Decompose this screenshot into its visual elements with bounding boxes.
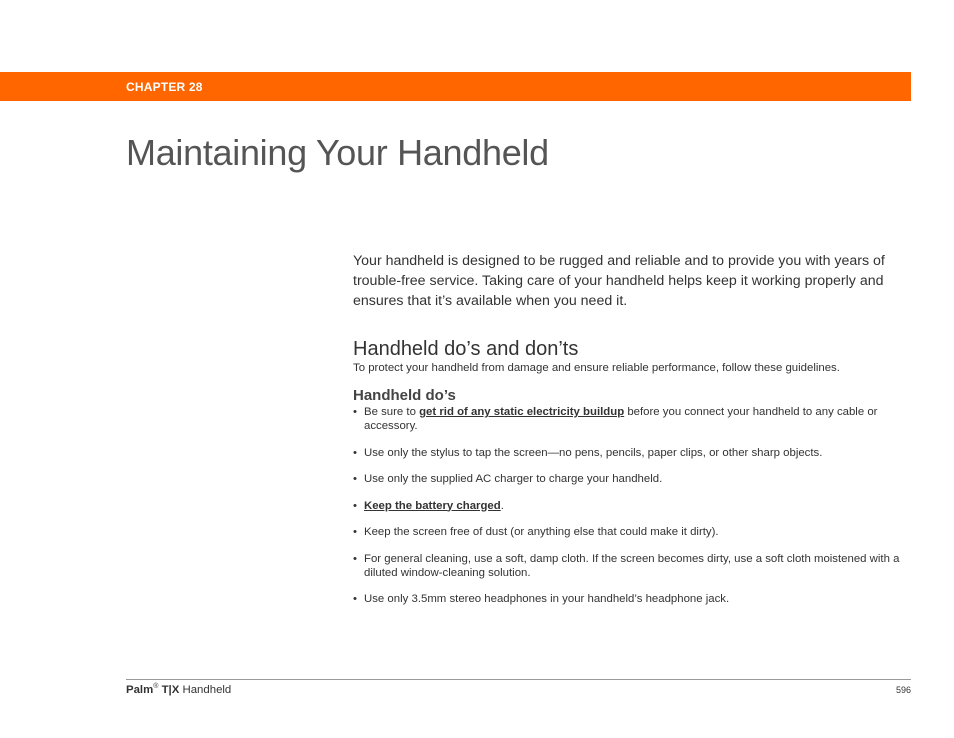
chapter-label: CHAPTER 28 [126,80,203,94]
bullet-icon: • [353,473,357,485]
list-item-text: For general cleaning, use a soft, damp cloth. If the screen becomes dirty, use a soft cloth moistened with a diluted window-cleaning solution. [364,552,900,579]
main-content [353,251,913,619]
list-item [353,446,913,460]
bullet-icon: • [353,499,357,512]
list-item [353,405,913,433]
intro-paragraph: Your handheld is designed to be rugged and reliable and to provide you with years of trouble-free service. Taking care of your handheld helps keep it working properly and ensures that it’s available when you need it. [353,253,885,309]
bullet-icon: • [353,552,357,565]
list-item-text: Be sure to [364,406,420,418]
list-item [353,592,913,606]
chapter-banner [0,72,911,101]
list-item-text: Use only the stylus to tap the screen—no pens, pencils, paper clips, or other sharp objects. [364,446,823,459]
bullet-icon: • [353,446,357,459]
list-item-text: Use only the supplied AC charger to charge your handheld. [364,473,663,485]
footer-model: T|X [161,683,180,696]
bullet-icon: • [353,593,357,605]
footer-brand: Palm [126,683,154,696]
registered-mark: ® [153,683,159,690]
list-item [353,499,913,513]
list-item-text: Keep the screen free of dust (or anything else that could make it dirty). [364,526,719,538]
list-item-text: Use only 3.5mm stereo headphones in your handheld’s headphone jack. [364,593,730,605]
list-item [353,472,913,486]
footer-divider [126,679,911,680]
section-description: To protect your handheld from damage and ensure reliable performance, follow these guidelines. [353,362,840,374]
static-electricity-link[interactable]: get rid of any static electricity buildup [419,406,625,418]
page-number: 596 [895,685,911,695]
page-title: Maintaining Your Handheld [126,132,549,173]
footer-product: Handheld [182,683,232,696]
list-item-text: . [500,499,504,512]
list-item [353,525,913,539]
sub-heading-dos: Handheld do’s [353,387,456,404]
battery-charged-link[interactable]: Keep the battery charged [364,499,501,512]
list-item-text: before you connect your handheld to any cable or accessory. [364,406,878,432]
footer-product-name [126,683,231,696]
list-item [353,552,913,580]
bullet-icon: • [353,526,357,538]
bullet-icon: • [353,406,357,418]
section-heading: Handheld do’s and don’ts [353,338,579,360]
dos-list [353,405,913,606]
